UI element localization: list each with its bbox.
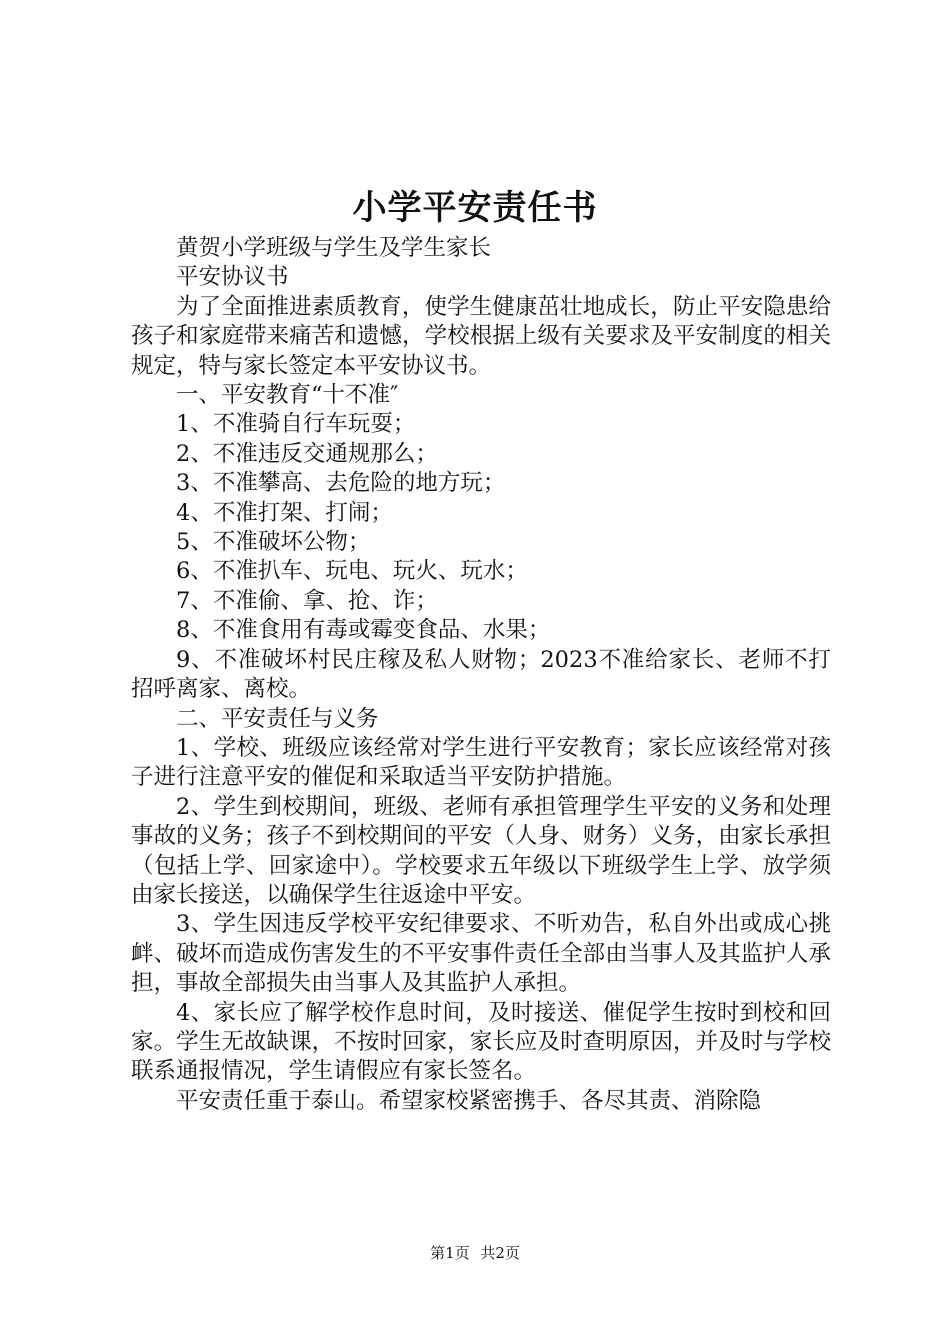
rule-item: 5、不准破坏公物； [176,529,371,556]
rule-item: 9、不准破坏村民庄稼及私人财物；2023不准给家长、老师不打招呼离家、离校。 [131,646,831,703]
rule-item: 6、不准扒车、玩电、玩火、玩水； [176,558,528,585]
document-body [131,234,831,1116]
responsibility-item: 1、学校、班级应该经常对学生进行平安教育；家长应该经常对孩子进行注意平安的催促和采取适当平安防护措施。 [131,734,831,791]
responsibility-item: 3、学生因违反学校平安纪律要求、不听劝告，私自外出或成心挑衅、破坏而造成伤害发生的不平安事件责任全部由当事人及其监护人承担，事故全部损失由当事人及其监护人承担。 [131,911,831,997]
document-title: 小学平安责任书 [352,188,598,228]
rule-item: 4、不准打架、打闹； [176,499,393,526]
rule-item: 1、不准骑自行车玩耍； [176,411,416,438]
responsibility-item: 2、学生到校期间，班级、老师有承担管理学生平安的义务和处理事故的义务；孩子不到校期间的平安（人身、财务）义务，由家长承担（包括上学、回家途中）。学校要求五年级以下班级学生上学、放学须由家长接送，以确保学生往返途中平安。 [131,793,831,908]
closing-paragraph: 平安责任重于泰山。希望家校紧密携手、各尽其责、消除隐 [176,1087,762,1114]
section-heading-education: 一、平安教育“十不准″ [176,382,399,409]
section-heading-responsibility: 二、平安责任与义务 [176,705,379,732]
rule-item: 2、不准违反交通规那么； [176,440,438,467]
intro-paragraph: 为了全面推进素质教育，使学生健康茁壮地成长，防止平安隐患给孩子和家庭带来痛苦和遗憾，学校根据上级有关要求及平安制度的相关规定，特与家长签定本平安协议书。 [131,293,831,379]
school-name-line: 黄贺小学班级与学生及学生家长 [176,235,492,261]
page-number: 第1页 [430,1244,470,1262]
rule-item: 7、不准偷、拿、抢、诈； [176,587,438,614]
page-footer [0,1243,950,1263]
rule-item: 3、不准攀高、去危险的地方玩； [176,470,506,497]
responsibility-item: 4、家长应了解学校作息时间，及时接送、催促学生按时到校和回家。学生无故缺课，不按时回家，家长应及时查明原因，并及时与学校联系通报情况，学生请假应有家长签名。 [131,999,831,1085]
agreement-name-line: 平安协议书 [176,264,289,291]
page-total: 共2页 [480,1244,520,1262]
rule-item: 8、不准食用有毒或霉变食品、水果； [176,617,551,644]
